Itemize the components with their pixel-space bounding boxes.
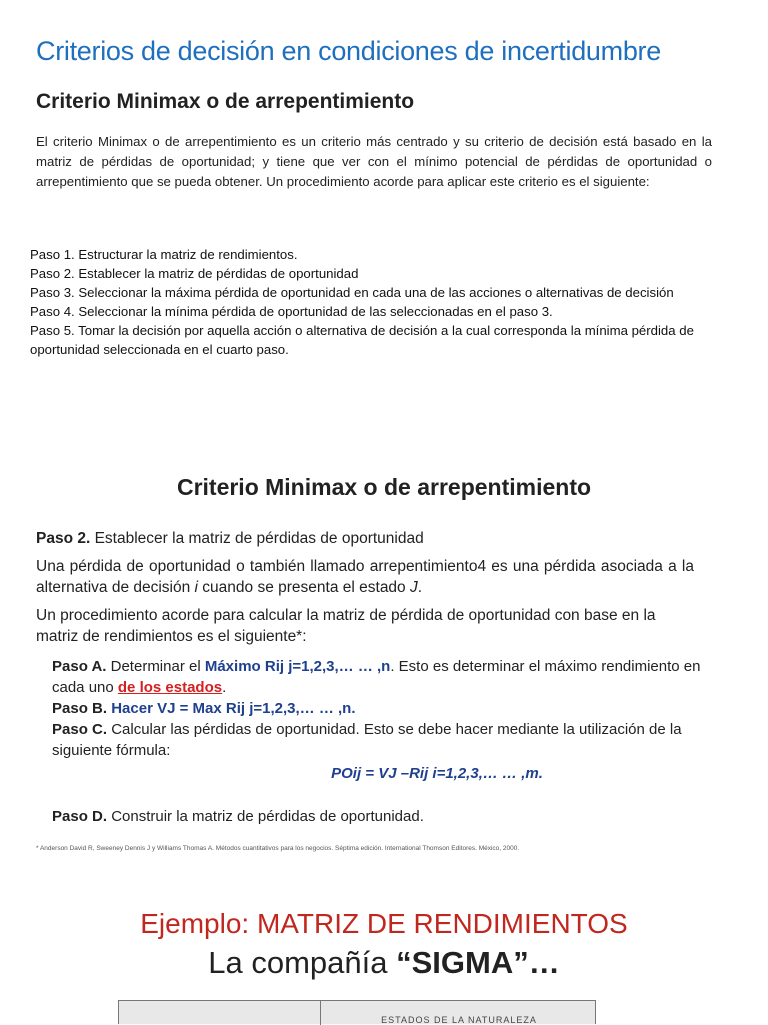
paso-c: [52, 719, 732, 761]
footnote: * Anderson David R, Sweeney Dennis J y Williams Thomas A. Métodos cuantitativos para los negocios. Séptima edición. International Thomson Editores. México, 2000.: [36, 845, 520, 852]
step-item-5: Paso 5. Tomar la decisión por aquella acción o alternativa de decisión a la cual corresponda la mínima pérdida de oportunidad seleccionada en el cuarto paso.: [30, 323, 694, 357]
definition-text: Una pérdida de oportunidad o también llamado arrepentimiento4 es una pérdida asociada a la alternativa de decisión: [36, 558, 694, 596]
company-name: “SIGMA”…: [396, 945, 560, 980]
step-item-3: Paso 3. Seleccionar la máxima pérdida de oportunidad en cada una de las acciones o alternativas de decisión: [30, 285, 674, 300]
section1-steps-list: [30, 245, 720, 359]
step-item-1: Paso 1. Estructurar la matriz de rendimientos.: [30, 247, 298, 262]
step-item-4: Paso 4. Seleccionar la mínima pérdida de oportunidad de las seleccionadas en el paso 3.: [30, 304, 553, 319]
section3-subtitle: [0, 945, 768, 981]
paso-a-estados-link[interactable]: de los estados: [117, 679, 223, 696]
pasos-list: [52, 656, 732, 827]
procedure-paragraph: Un procedimiento acorde para calcular la matriz de pérdida de oportunidad con base en la matriz de rendimientos es el siguiente*:: [36, 607, 656, 645]
paso2-label: Paso 2.: [36, 530, 91, 547]
paso-a: [52, 656, 732, 698]
definition-var-j: J: [409, 579, 418, 596]
rendimientos-table: [118, 1000, 596, 1024]
paso2-text: Establecer la matriz de pérdidas de oportunidad: [90, 530, 424, 547]
step-item-2: Paso 2. Establecer la matriz de pérdidas de oportunidad: [30, 266, 359, 281]
company-prefix: La compañía: [208, 945, 397, 980]
paso-b-label: Paso B.: [52, 700, 108, 717]
table-header-cell-empty: [119, 1001, 321, 1025]
definition-var-i: i: [194, 579, 198, 596]
definition-end: .: [417, 579, 423, 596]
paso-a-text: Determinar el: [106, 658, 205, 675]
formula: POij = VJ –Rij i=1,2,3,… … ,m.: [331, 765, 543, 782]
paso-a-max: Máximo Rij j=1,2,3,… … ,n: [204, 658, 391, 675]
definition-text-2: cuando se presenta el estado: [198, 579, 410, 596]
paso-d-label: Paso D.: [52, 808, 108, 825]
paso-d-text: Construir la matriz de pérdidas de oportunidad.: [107, 808, 424, 825]
paso-b-text: Hacer VJ = Max Rij j=1,2,3,… … ,n.: [111, 700, 356, 717]
section2-title: Criterio Minimax o de arrepentimiento: [176, 474, 592, 500]
paso-a-label: Paso A.: [52, 658, 107, 675]
paso2-line: [36, 528, 694, 549]
paso-c-text: Calcular las pérdidas de oportunidad. Esto se debe hacer mediante la utilización de la siguiente fórmula:: [52, 721, 682, 759]
section1-intro-paragraph: El criterio Minimax o de arrepentimiento es un criterio más centrado y su criterio de decisión está basado en la matriz de pérdidas de oportunidad; y tiene que ver con el mínimo potencial de pérdidas de oportunidad o arrepentimiento que se pueda obtener. Un procedimiento acorde para aplicar este criterio es el siguiente:: [36, 134, 712, 189]
paso-a-end: .: [222, 679, 227, 696]
section1-subtitle: Criterio Minimax o de arrepentimiento: [36, 90, 415, 113]
section1-title: Criterios de decisión en condiciones de incertidumbre: [36, 36, 661, 66]
section2-body: [36, 528, 694, 654]
paso-a-text-2: . Esto es determinar el máximo rendimiento en cada uno: [52, 658, 701, 696]
section3-title: Ejemplo: MATRIZ DE RENDIMIENTOS: [140, 908, 628, 939]
definition-paragraph: [36, 556, 694, 598]
paso-d: [52, 806, 732, 827]
paso-c-label: Paso C.: [52, 721, 108, 738]
table-header-estados: ESTADOS DE LA NATURALEZA: [381, 1015, 537, 1025]
paso-b: [52, 698, 732, 719]
